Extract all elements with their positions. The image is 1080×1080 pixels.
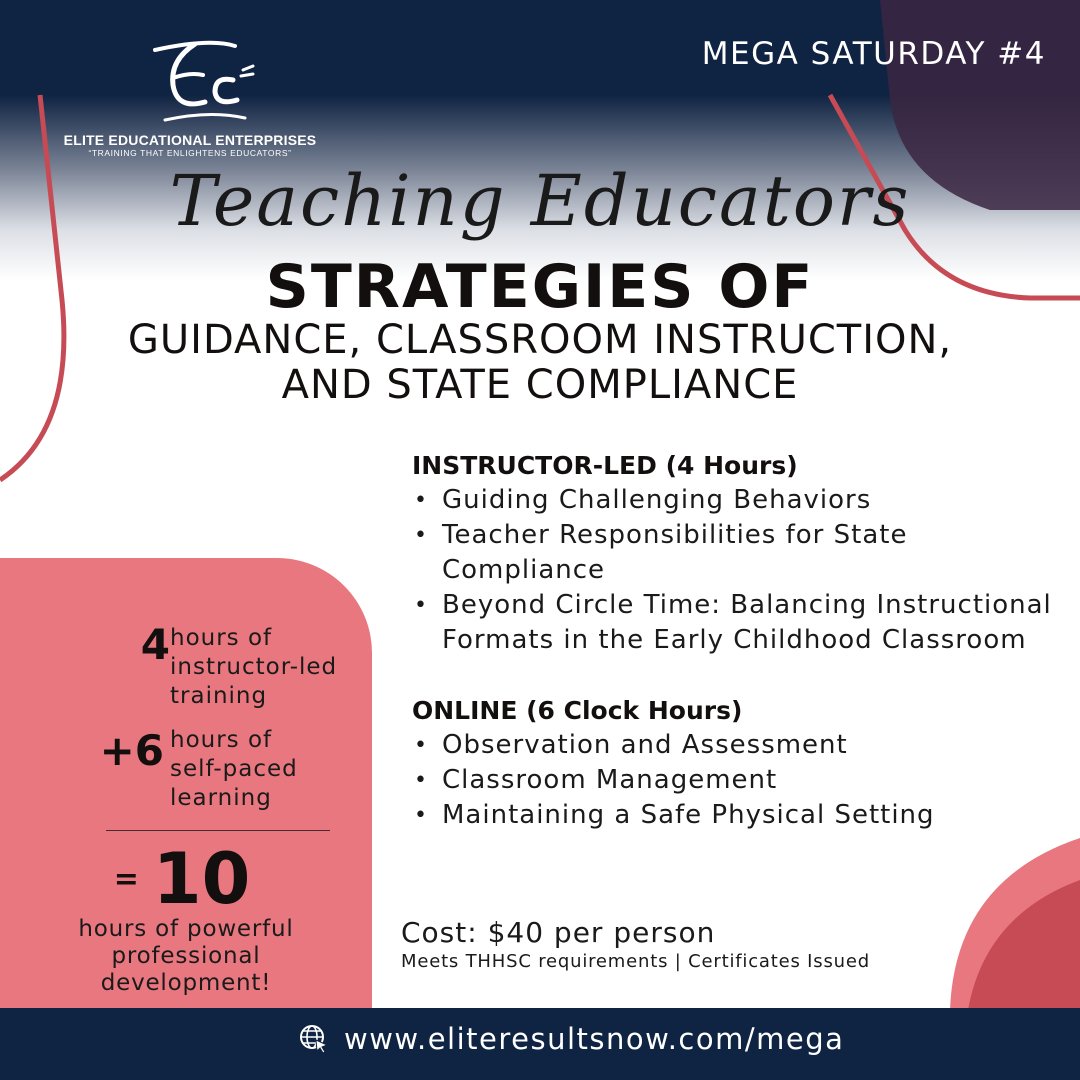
cost-label: Cost: $40 per person <box>401 916 716 949</box>
total-hours-stat <box>0 840 372 997</box>
ec-monogram-logo <box>115 30 265 130</box>
instructor-hours-stat <box>120 620 338 711</box>
page-subtitle <box>0 318 1080 408</box>
divider <box>106 830 330 831</box>
website-url[interactable]: www.eliteresultsnow.com/mega <box>344 1022 845 1056</box>
script-title: Teaching Educators <box>169 160 911 242</box>
brand-name: ELITE EDUCATIONAL ENTERPRISES <box>63 132 317 148</box>
subtitle-line-1: GUIDANCE, CLASSROOM INSTRUCTION, <box>127 317 953 363</box>
subtitle-line-2: AND STATE COMPLIANCE <box>281 362 799 408</box>
event-tag: MEGA SATURDAY #4 <box>701 36 1046 72</box>
instructor-hours-number: 4 <box>140 620 170 669</box>
requirements-note: Meets THHSC requirements | Certificates Issued <box>401 951 870 972</box>
page-title: STRATEGIES OF <box>265 252 815 322</box>
brand-logo[interactable] <box>60 30 320 158</box>
instructor-led-heading: INSTRUCTOR-LED (4 Hours) <box>412 451 798 480</box>
self-paced-hours-text <box>170 726 298 813</box>
list-item: • Classroom Management <box>412 763 1052 798</box>
stat-line: hours of <box>170 625 273 651</box>
list-item: • Maintaining a Safe Physical Setting <box>412 798 1052 833</box>
total-hours-number: 10 <box>152 838 251 920</box>
online-heading: ONLINE (6 Clock Hours) <box>412 696 743 725</box>
online-list <box>412 728 1052 833</box>
stat-line: hours of <box>170 727 273 753</box>
brand-tagline: “TRAINING THAT ENLIGHTENS EDUCATORS” <box>88 148 292 158</box>
list-item: • Observation and Assessment <box>412 728 1052 763</box>
stat-line: development! <box>100 970 272 996</box>
instructor-led-list <box>412 483 1052 658</box>
self-paced-hours-stat <box>90 726 298 813</box>
stat-line: learning <box>170 785 272 811</box>
course-content <box>412 448 1052 833</box>
stat-line: professional <box>111 943 261 969</box>
equals-sign: = <box>113 861 139 897</box>
footer-link[interactable] <box>298 1022 844 1056</box>
total-line <box>0 840 364 918</box>
list-item: • Teacher Responsibilities for State Compliance <box>412 518 1052 588</box>
cost-block <box>401 916 870 972</box>
globe-cursor-icon <box>298 1023 330 1055</box>
self-paced-hours-number: +6 <box>99 726 164 775</box>
total-hours-text <box>0 916 372 997</box>
list-item: • Guiding Challenging Behaviors <box>412 483 1052 518</box>
instructor-hours-text <box>170 624 337 711</box>
stat-line: self-paced <box>170 756 298 782</box>
stat-line: training <box>170 683 268 709</box>
list-item: • Beyond Circle Time: Balancing Instructional Formats in the Early Childhood Classroom <box>412 588 1052 658</box>
stat-line: hours of powerful <box>78 916 294 942</box>
stat-line: instructor-led <box>170 654 338 680</box>
